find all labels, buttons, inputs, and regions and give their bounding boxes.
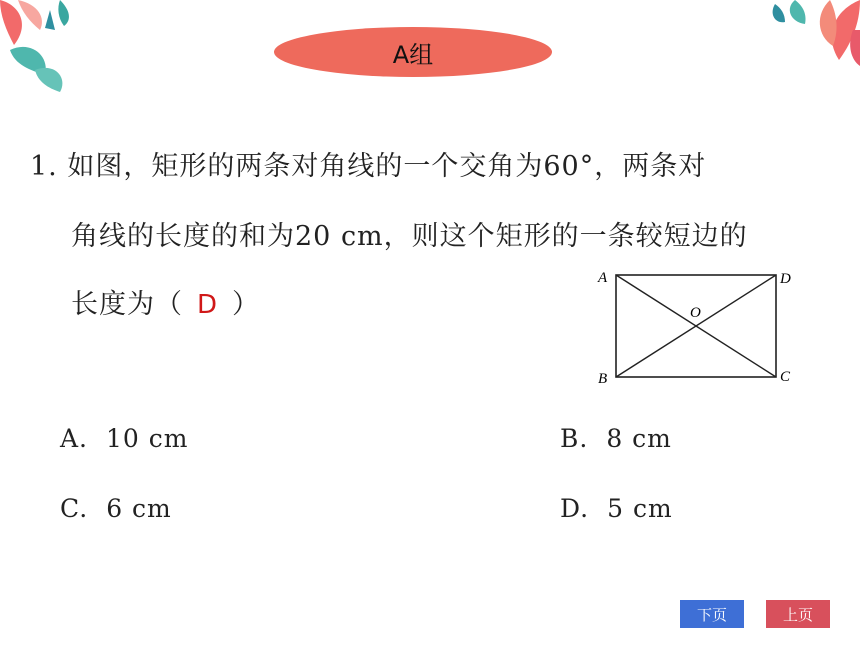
question-text-line-1: 如图，矩形的两条对角线的一个交角为60°，两条对: [67, 151, 707, 182]
label-a: A: [598, 270, 608, 286]
next-page-button[interactable]: 下页: [680, 600, 744, 628]
question-line-1: [30, 144, 706, 183]
option-c-value: 6 cm: [106, 494, 172, 523]
previous-page-button[interactable]: 上页: [766, 600, 830, 628]
option-a: [60, 424, 188, 453]
option-c-letter: C.: [60, 494, 89, 523]
question-text-line-3-suffix: ）: [232, 289, 261, 320]
option-b-letter: B.: [560, 424, 589, 453]
option-d-value: 5 cm: [607, 494, 673, 523]
question-text-line-3-prefix: 长度为（: [71, 289, 183, 320]
question-line-2: [71, 214, 748, 253]
question-line-3: [71, 282, 260, 321]
label-c: C: [780, 369, 791, 385]
group-title-text: A组: [392, 40, 434, 69]
leaf-decoration-top-right: [735, 0, 860, 70]
question-text-line-2: 角线的长度的和为20 cm，则这个矩形的一条较短边的: [71, 221, 748, 252]
option-a-letter: A.: [60, 424, 89, 453]
group-title-pill: [274, 27, 552, 77]
label-b: B: [598, 371, 608, 387]
label-o: O: [690, 305, 701, 321]
option-b-value: 8 cm: [606, 424, 672, 453]
answer-text: D: [197, 290, 219, 320]
option-a-value: 10 cm: [106, 424, 189, 453]
option-b: [560, 424, 672, 453]
leaf-decoration-top-left: [0, 0, 90, 95]
option-d: [560, 494, 673, 523]
rectangle-diagonals-figure: [590, 262, 805, 387]
option-d-letter: D.: [560, 494, 590, 523]
option-c: [60, 494, 172, 523]
question-number: 1.: [30, 151, 58, 182]
label-d: D: [780, 271, 791, 287]
